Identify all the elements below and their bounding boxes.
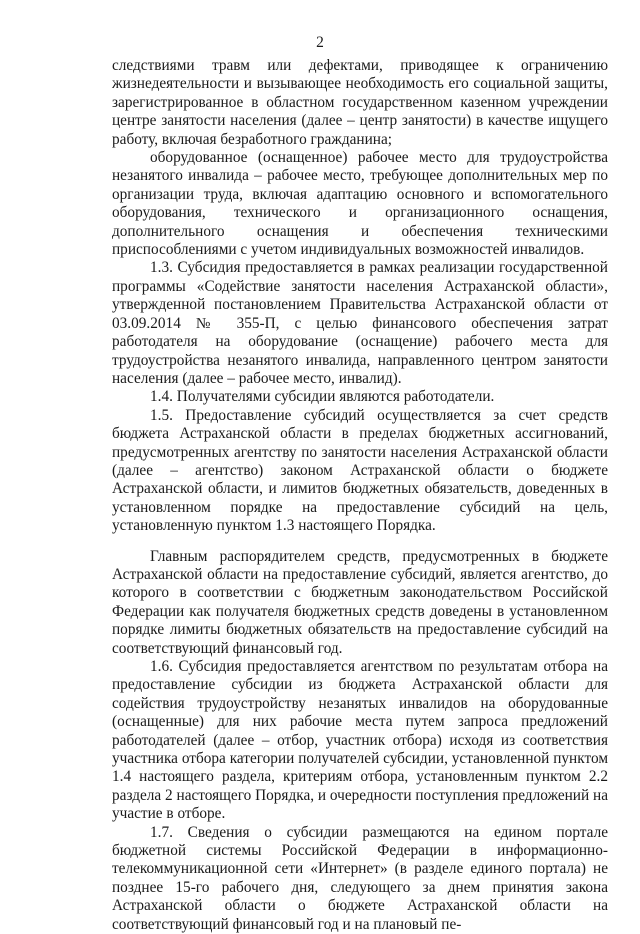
document-body (112, 57, 608, 934)
paragraph-workplace-definition: оборудованное (оснащенное) рабочее место для трудоустройства незанятого инвалида – рабочее место, требующее дополнительных мер по организации труда, включая адаптацию основного и вспомогательного оборудования, технического и организационного оснащения, дополнительного оснащения и обеспечения техническими приспособлениями с учетом индивидуальных возможностей инвалидов. (112, 149, 608, 259)
paragraph-1-3: 1.3. Субсидия предоставляется в рамках реализации государственной программы «Содействие занятости населения Астраханской области», утвержденной постановлением Правительства Астраханской области от 03.09.2014 № 355-П, с целью финансового обеспечения затрат работодателя на оборудование (оснащение) рабочего места для трудоустройства незанятого инвалида, направленного центром занятости населения (далее – рабочее место, инвалид). (112, 259, 608, 387)
paragraph-1-7: 1.7. Сведения о субсидии размещаются на едином портале бюджетной системы Российской Федерации в информационно-телекоммуникационной сети «Интернет» (в разделе единого портала) не позднее 15-го рабочего дня, следующего за днем принятия закона Астраханской области о бюджете Астраханской области на соответствующий финансовый год и на плановый пе- (112, 823, 608, 933)
paragraph-1-5: 1.5. Предоставление субсидий осуществляется за счет средств бюджета Астраханской области в пределах бюджетных ассигнований, предусмотренных агентству по занятости населения Астраханской области (далее – агентство) законом Астраханской области о бюджете Астраханской области, и лимитов бюджетных обязательств, доведенных в установленном порядке на предоставление субсидий на цель, установленную пунктом 1.3 настоящего Порядка. (112, 406, 608, 535)
paragraph-1-4: 1.4. Получателями субсидии являются работодатели. (150, 388, 495, 406)
page-number: 2 (316, 34, 324, 51)
paragraph-continuation: следствиями травм или дефектами, приводящее к ограничению жизнедеятельности и вызывающее необходимость его социальной защиты, зарегистрированное в областном государственном казенном учреждении центре занятости населения (далее – центр занятости) в качестве ищущего работу, включая безработного гражданина; (112, 57, 608, 148)
paragraph-main-administrator: Главным распорядителем средств, предусмотренных в бюджете Астраханской области на предоставление субсидий, является агентство, до которого в соответствии с бюджетным законодательством Российской Федерации как получателя бюджетных средств доведены в установленном порядке лимиты бюджетных обязательств на предоставление субсидий на соответствующий финансовый год. (112, 547, 608, 657)
paragraph-1-6: 1.6. Субсидия предоставляется агентством по результатам отбора на предоставление субсидии из бюджета Астраханской области для содействия трудоустройству незанятых инвалидов на оборудованные (оснащенные) для них рабочие места путем запроса предложений работодателей (далее – отбор, участник отбора) исходя из соответствия участника отбора категории получателей субсидии, установленной пунктом 1.4 настоящего раздела, критериям отбора, установленным пунктом 2.2 раздела 2 настоящего Порядка, и очередности поступления предложений на участие в отборе. (112, 658, 608, 823)
